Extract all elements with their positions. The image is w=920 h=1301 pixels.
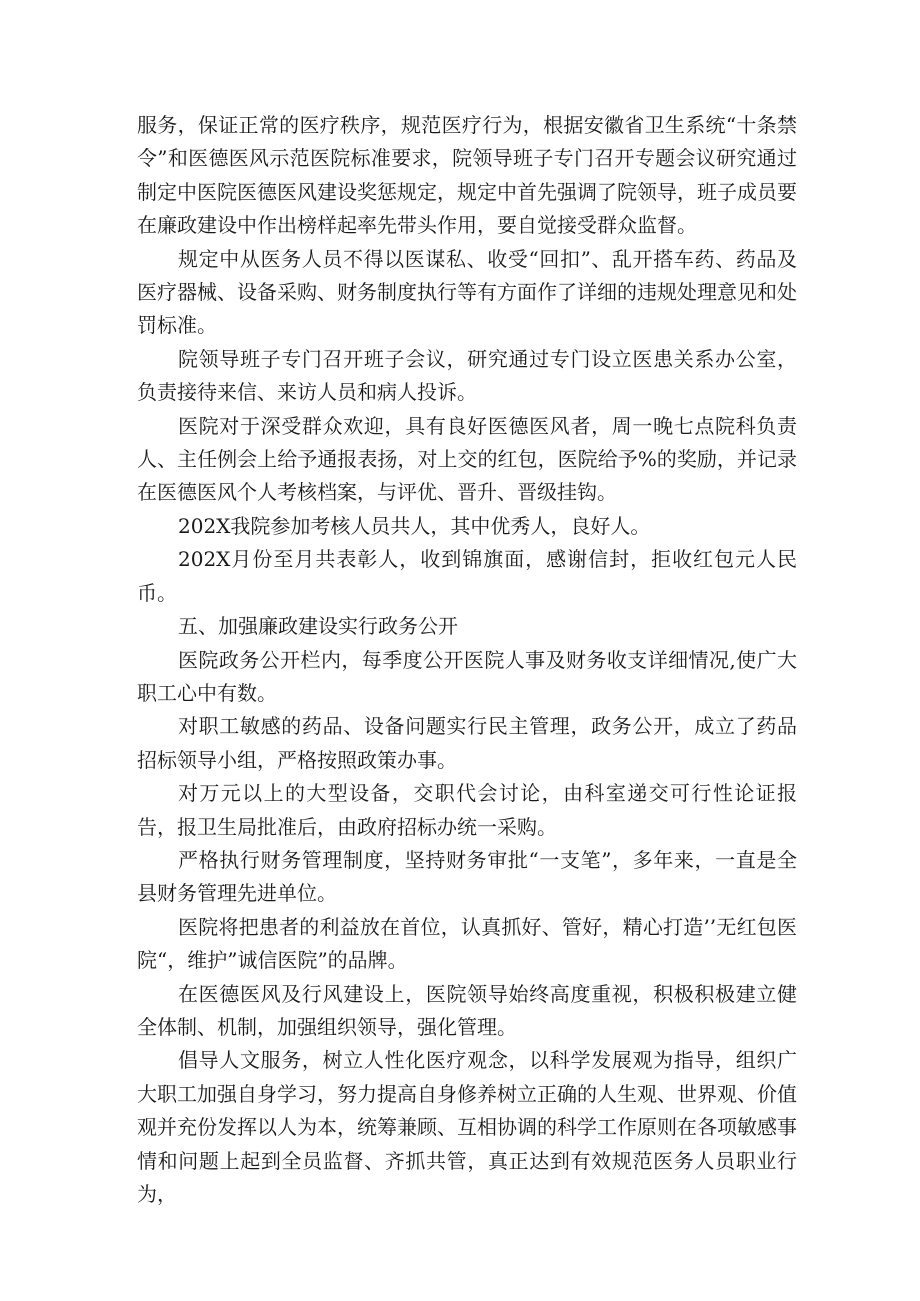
paragraph: 倡导人文服务，树立人性化医疗观念，以科学发展观为指导，组织广大职工加强自身学习，努力提高自身修养树立正确的人生观、世界观、价值观并充份发挥以人为本，统筹兼顾、互相协调的科学工作原则在各项敏感事情和问题上起到全员监督、齐抓共管，真正达到有效规范医务人员职业行为， xyxy=(137,1048,797,1206)
paragraph: 202X我院参加考核人员共人，其中优秀人，良好人。 xyxy=(178,513,651,538)
paragraph-continuation: 服务，保证正常的医疗秩序，规范医疗行为，根据安徽省卫生系统“十条禁令”和医德医风示范医院标准要求，院领导班子专门召开专题会议研究通过制定中医院医德医风建设奖惩规定，规定中首先强调了院领导，班子成员要在廉政建设中作出榜样起率先带头作用，要自觉接受群众监督。 xyxy=(137,113,797,238)
paragraph: 对职工敏感的药品、设备问题实行民主管理，政务公开，成立了药品招标领导小组，严格按照政策办事。 xyxy=(137,714,797,772)
document-body xyxy=(137,109,797,1211)
paragraph: 对万元以上的大型设备，交职代会讨论，由科室递交可行性论证报告，报卫生局批准后，由政府招标办统一采购。 xyxy=(137,781,797,839)
paragraph: 院领导班子专门召开班子会议，研究通过专门设立医患关系办公室，负责接待来信、来访人员和病人投诉。 xyxy=(137,346,797,405)
paragraph: 医院将把患者的利益放在首位，认真抓好、管好，精心打造’’无红包医院“，维护”诚信医院”的品牌。 xyxy=(137,914,797,973)
paragraph: 医院政务公开栏内，每季度公开医院人事及财务收支详细情况,使广大职工心中有数。 xyxy=(137,647,797,705)
paragraph: 严格执行财务管理制度，坚持财务审批“一支笔”，多年来，一直是全县财务管理先进单位。 xyxy=(137,847,797,906)
paragraph: 规定中从医务人员不得以医谋私、收受“回扣”、乱开搭车药、药品及医疗器械、设备采购、财务制度执行等有方面作了详细的违规处理意见和处罚标准。 xyxy=(137,246,797,338)
section-heading: 五、加强廉政建设实行政务公开 xyxy=(178,614,458,639)
paragraph: 202X月份至月共表彰人，收到锦旗面，感谢信封，拒收红包元人民币。 xyxy=(137,547,797,605)
paragraph: 医院对于深受群众欢迎，具有良好医德医风者，周一晚七点院科负责人、主任例会上给予通报表扬，对上交的红包，医院给予%的奖励，并记录在医德医风个人考核档案，与评优、晋升、晋级挂钩。 xyxy=(137,413,797,505)
paragraph: 在医德医风及行风建设上，医院领导始终高度重视，积极积极建立健全体制、机制，加强组织领导，强化管理。 xyxy=(137,981,797,1039)
